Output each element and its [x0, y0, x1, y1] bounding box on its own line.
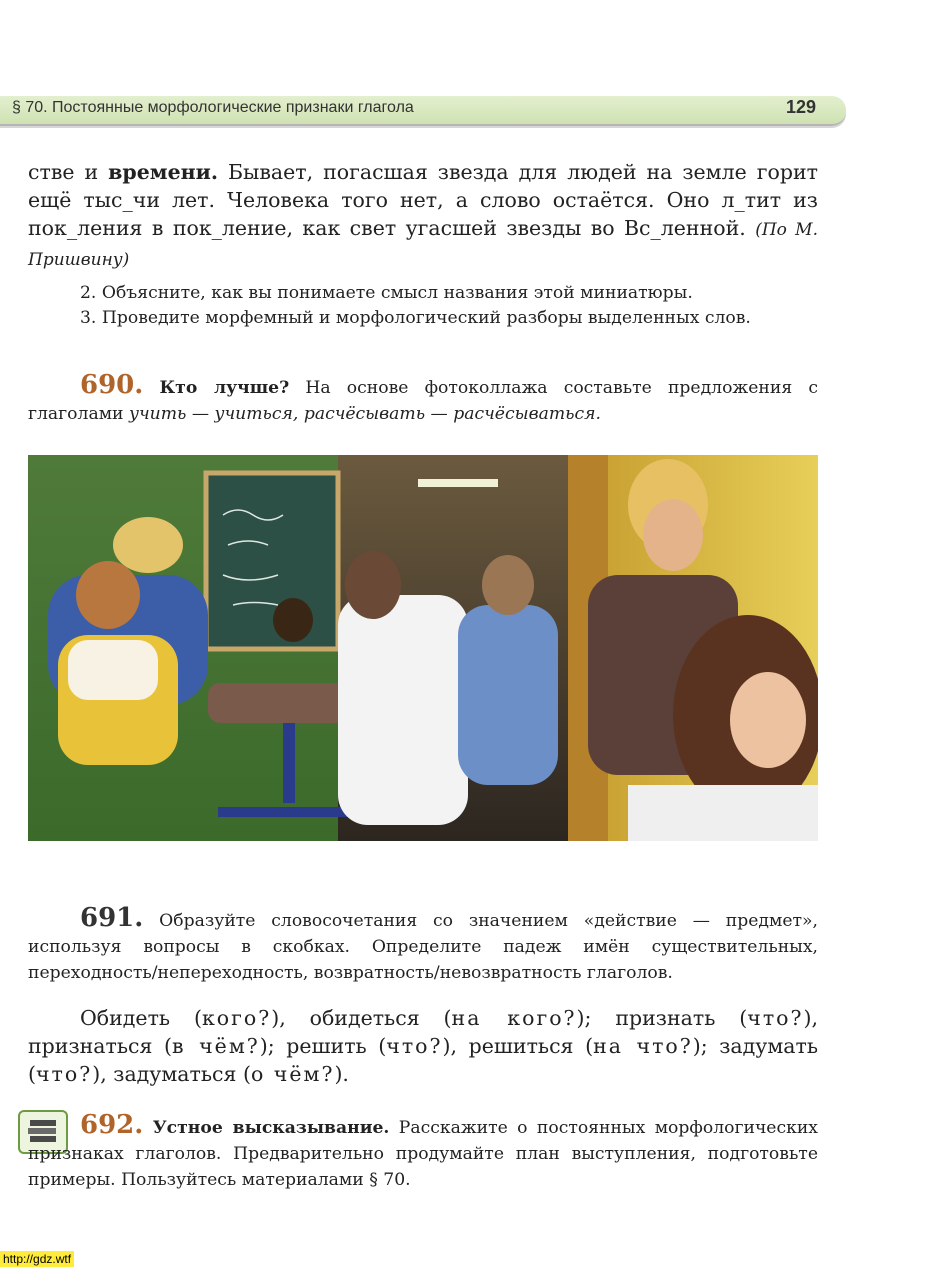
passage-part: Бывает, погасшая звезда для людей на земле горит ещё тыс_чи лет. Человека того нет, а слово остаётся. Оно л_тит из пок_ления в пок_ление, как свет угасшей звезды во Вс_ленной.	[28, 160, 818, 240]
page-number: 129	[785, 97, 816, 117]
photo-collage-drawing	[28, 455, 818, 841]
exercise-text: Расскажите о постоянных морфологических признаках глаголов. Предварительно продумайте план выступления, подготовьте примеры. Пользуйтесь материалами § 70.	[28, 1118, 818, 1190]
question: что?	[386, 1034, 443, 1058]
running-header	[0, 96, 846, 126]
question: кого?	[201, 1006, 272, 1030]
text-passage	[28, 158, 818, 274]
exercise-691-words	[28, 1004, 818, 1088]
exercise-title: Кто лучше?	[159, 378, 290, 398]
exercise-text: Образуйте словосочетания со значением «действие — предмет», используя вопросы в скобках. Определите падеж имён существительных, переходность/непереходность, возвратность/невозвратность глаголов.	[28, 911, 818, 983]
word-text: ), обидеться (	[271, 1006, 452, 1030]
word-text: ); задумать (	[28, 1034, 818, 1086]
bold-word: времени.	[108, 160, 218, 184]
question: на кого?	[451, 1006, 577, 1030]
exercise-691	[28, 905, 818, 986]
footer-link[interactable]: http://gdz.wtf	[0, 1251, 74, 1267]
word-text: ), задуматься (	[92, 1062, 251, 1086]
word-text: ), решиться (	[442, 1034, 594, 1058]
italic-word: учить	[128, 404, 187, 424]
photo-collage	[28, 455, 818, 841]
passage-part: стве и	[28, 160, 109, 184]
word-text: ); признать (	[576, 1006, 748, 1030]
question: что?	[747, 1006, 804, 1030]
exercise-number: 691.	[80, 903, 144, 933]
task-3: 3. Проведите морфемный и морфологический разборы выделенных слов.	[80, 308, 751, 328]
word-text: ).	[334, 1062, 349, 1086]
italic-word: расчёсываться.	[453, 404, 601, 424]
question: на что?	[593, 1034, 693, 1058]
exercise-title: Устное высказывание.	[152, 1118, 390, 1138]
italic-word: учиться, расчёсывать	[214, 404, 426, 424]
exercise-690	[28, 372, 818, 427]
dash: —	[425, 404, 454, 424]
exercise-number: 692.	[80, 1110, 144, 1140]
word-text: ); решить (	[259, 1034, 387, 1058]
section-title: § 70. Постоянные морфологические признаки глагола	[12, 99, 414, 116]
exercise-692	[28, 1112, 818, 1193]
dash: —	[186, 404, 215, 424]
word-text: ), признаться (	[28, 1006, 819, 1058]
word-text: Обидеть (	[80, 1006, 202, 1030]
question: что?	[36, 1062, 93, 1086]
question: в чём?	[172, 1034, 260, 1058]
source-citation: (По М. Пришвину)	[28, 220, 818, 270]
task-2: 2. Объясните, как вы понимаете смысл названия этой миниатюры.	[80, 283, 693, 303]
exercise-number: 690.	[80, 370, 144, 400]
question: о чём?	[250, 1062, 335, 1086]
exercise-text: На основе фотоколлажа составьте предложения с глаголами	[28, 378, 818, 424]
